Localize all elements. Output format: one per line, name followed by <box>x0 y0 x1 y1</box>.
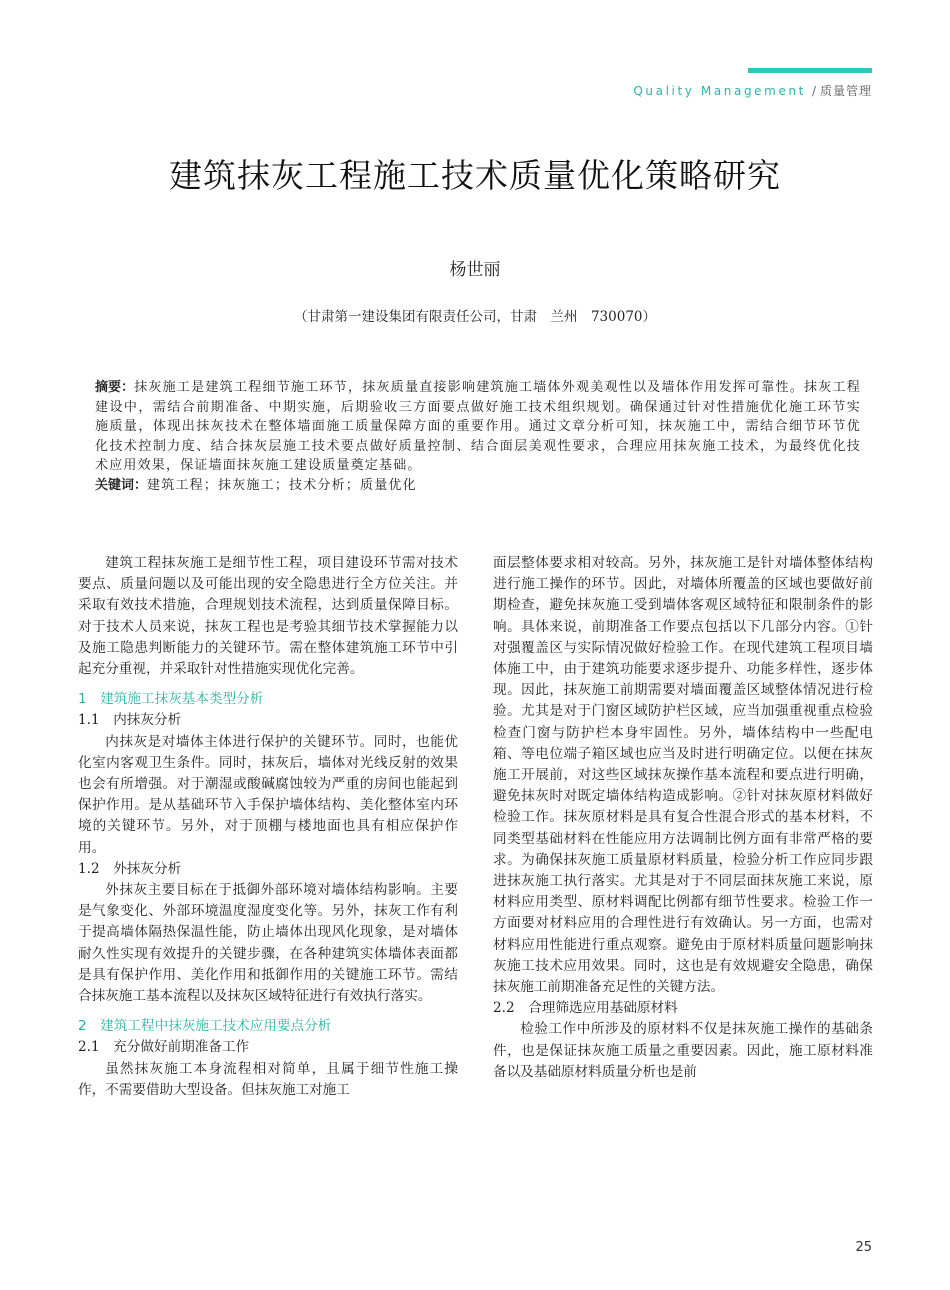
keywords-line <box>95 476 861 496</box>
section-1-heading: 1 建筑施工抹灰基本类型分析 <box>78 691 264 708</box>
abstract-block <box>95 378 861 495</box>
subsection-2-2-heading: 2.2 合理筛选应用基础原材料 <box>493 1000 678 1017</box>
abstract-paragraph <box>95 378 861 476</box>
abstract-label: 摘要： <box>95 380 135 395</box>
intro-paragraph: 建筑工程抹灰施工是细节性工程，项目建设环节需对技术要点、质量问题以及可能出现的安全隐患进行全方位关注。并采取有效技术措施，合理规划技术流程，达到质量保障目标。对于技术人员来说，抹灰工程也是考验其细节技术掌握能力以及施工隐患判断能力的关键环节。需在整体建筑施工环节中引起充分重视，并采取针对性措施实现优化完善。 <box>78 555 458 678</box>
section-2-heading: 2 建筑工程中抹灰施工技术应用要点分析 <box>78 1018 332 1035</box>
subsection-2-2-paragraph: 检验工作中所涉及的原材料不仅是抹灰施工操作的基础条件，也是保证抹灰施工质量之重要因素。因此，施工原材料准备以及基础原材料质量分析也是前 <box>493 1021 873 1080</box>
journal-name-cn: 质量管理 <box>819 84 872 98</box>
author-name: 杨世丽 <box>449 260 501 280</box>
keywords-label: 关键词： <box>95 477 148 493</box>
subsection-1-1-paragraph: 内抹灰是对墙体主体进行保护的关键环节。同时，也能优化室内客观卫生条件。同时，抹灰后，墙体对光线反射的效果也会有所增强。对于潮湿或酸碱腐蚀较为严重的房间也能起到保护作用。是从基础环节入手保护墙体结构、美化整体室内环境的关键环节。另外，对于顶棚与楼地面也具有相应保护作用。 <box>78 733 458 856</box>
header-accent-bar <box>748 68 872 73</box>
abstract-text: 抹灰施工是建筑工程细节施工环节，抹灰质量直接影响建筑施工墙体外观美观性以及墙体作用发挥可靠性。抹灰工程建设中，需结合前期准备、中期实施，后期验收三方面要点做好施工技术组织规划。确保通过针对性措施优化施工环节实施质量，体现出抹灰技术在整体墙面施工质量保障方面的重要作用。通过文章分析可知，抹灰施工中，需结合细节环节优化技术控制力度、结合抹灰层施工技术要点做好质量控制、结合面层美观性要求，合理应用抹灰施工技术，为最终优化技术应用效果，保证墙面抹灰施工建设质量奠定基础。 <box>95 380 861 473</box>
journal-name-en: Quality Management <box>633 84 806 98</box>
body-column-right <box>493 553 873 1083</box>
subsection-1-2-paragraph: 外抹灰主要目标在于抵御外部环境对墙体结构影响。主要是气象变化、外部环境温度湿度变化等。另外，抹灰工作有利于提高墙体隔热保温性能，防止墙体出现风化现象，是对墙体耐久性实现有效提升的关键步骤，在各种建筑实体墙体表面都是具有保护作用、美化作用和抵御作用的关键施工环节。需结合抹灰施工基本流程以及抹灰区域特征进行有效执行落实。 <box>78 882 458 1005</box>
keywords-text: 建筑工程；抹灰施工；技术分析；质量优化 <box>147 477 417 493</box>
subsection-1-1-heading: 1.1 内抹灰分析 <box>78 712 182 729</box>
author-affiliation: （甘肃第一建设集团有限责任公司，甘肃 兰州 730070） <box>293 309 657 325</box>
journal-header <box>633 82 872 99</box>
header-separator: / <box>811 84 816 98</box>
subsection-2-1-paragraph-start: 虽然抹灰施工本身流程相对简单，且属于细节性施工操作，不需要借助大型设备。但抹灰施工对施工 <box>78 1060 458 1098</box>
body-column-left <box>78 553 458 1101</box>
subsection-1-2-heading: 1.2 外抹灰分析 <box>78 860 182 877</box>
page-number: 25 <box>855 1240 872 1255</box>
subsection-2-1-heading: 2.1 充分做好前期准备工作 <box>78 1039 250 1056</box>
article-title: 建筑抹灰工程施工技术质量优化策略研究 <box>169 156 781 195</box>
subsection-2-1-paragraph-continued: 面层整体要求相对较高。另外，抹灰施工是针对墙体整体结构进行施工操作的环节。因此，对墙体所覆盖的区域也要做好前期检查，避免抹灰施工受到墙体客观区域特征和限制条件的影响。具体来说，前期准备工作要点包括以下几部分内容。①针对强覆盖区与实际情况做好检验工作。在现代建筑工程项目墙体施工中，由于建筑功能要求逐步提升、功能多样性，逐步体现。因此，抹灰施工前期需要对墙面覆盖区域整体情况进行检验。尤其是对于门窗区域防护栏区域，应当加强重视重点检验检查门窗与防护栏本身牢固性。另外，墙体结构中一些配电箱、等电位端子箱区域也应当及时进行明确定位。以便在抹灰施工开展前，对这些区域抹灰操作基本流程和要点进行明确，避免抹灰时对既定墙体结构造成影响。②针对抹灰原材料做好检验工作。抹灰原材料是具有复合性混合形式的基本材料，不同类型基础材料在性能应用方法调制比例方面有非常严格的要求。为确保抹灰施工质量原材料质量，检验分析工作应同步跟进抹灰施工执行落实。尤其是对于不同层面抹灰施工来说，原材料应用类型、原材料调配比例都有细节性要求。检验工作一方面要对材料应用的合理性进行有效确认。另一方面，也需对材料应用性能进行重点观察。避免由于原材料质量问题影响抹灰施工技术应用效果。同时，这也是有效规避安全隐患，确保抹灰施工前期准备充足性的关键方法。 <box>493 555 873 996</box>
